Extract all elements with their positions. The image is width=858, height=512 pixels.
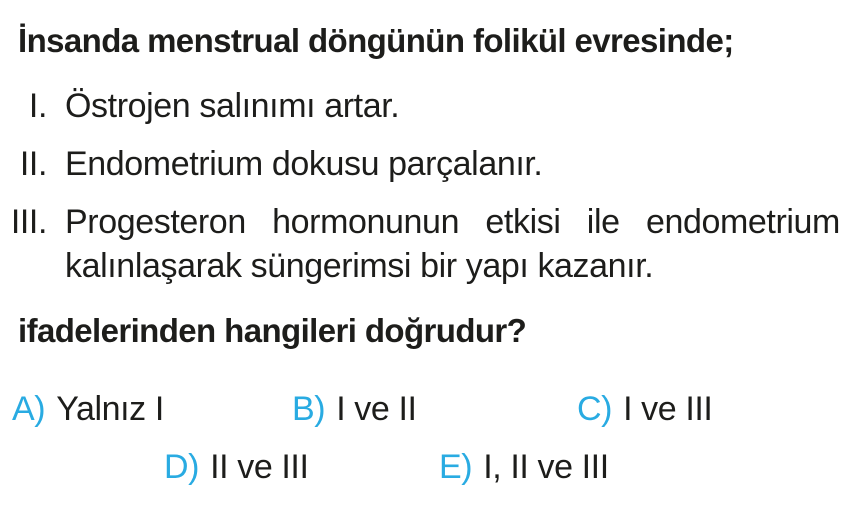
statement-2-numeral: II.	[19, 145, 47, 183]
statement-item-3	[0, 200, 858, 288]
statement-item-1	[0, 84, 858, 128]
option-b	[292, 390, 417, 428]
statement-item-2	[0, 142, 858, 186]
option-e-letter: E)	[439, 448, 473, 486]
question-footer: ifadelerinden hangileri doğrudur?	[18, 312, 527, 349]
option-e	[439, 448, 609, 486]
option-d-letter: D)	[164, 448, 200, 486]
option-a-label: Yalnız I	[56, 390, 164, 428]
statement-3-text: Progesteron hormonunun etkisi ile endometrium kalınlaşarak süngerimsi bir yapı kazanır.	[65, 203, 840, 285]
option-a-letter: A)	[12, 390, 46, 428]
option-b-label: I ve II	[336, 390, 417, 428]
option-c	[577, 390, 712, 428]
option-b-letter: B)	[292, 390, 326, 428]
answer-options	[0, 390, 858, 510]
statement-1-text: Östrojen salınımı artar.	[65, 87, 400, 125]
statement-3-numeral: III.	[10, 203, 47, 241]
option-e-label: I, II ve III	[483, 448, 609, 486]
option-d	[164, 448, 309, 486]
option-c-letter: C)	[577, 390, 613, 428]
statement-list	[0, 84, 858, 288]
statement-2-text: Endometrium dokusu parçalanır.	[65, 145, 543, 183]
statement-1-numeral: I.	[28, 87, 47, 125]
option-c-label: I ve III	[623, 390, 713, 428]
question-stem: İnsanda menstrual döngünün folikül evresinde;	[18, 22, 734, 59]
option-a	[12, 390, 164, 428]
option-d-label: II ve III	[210, 448, 309, 486]
